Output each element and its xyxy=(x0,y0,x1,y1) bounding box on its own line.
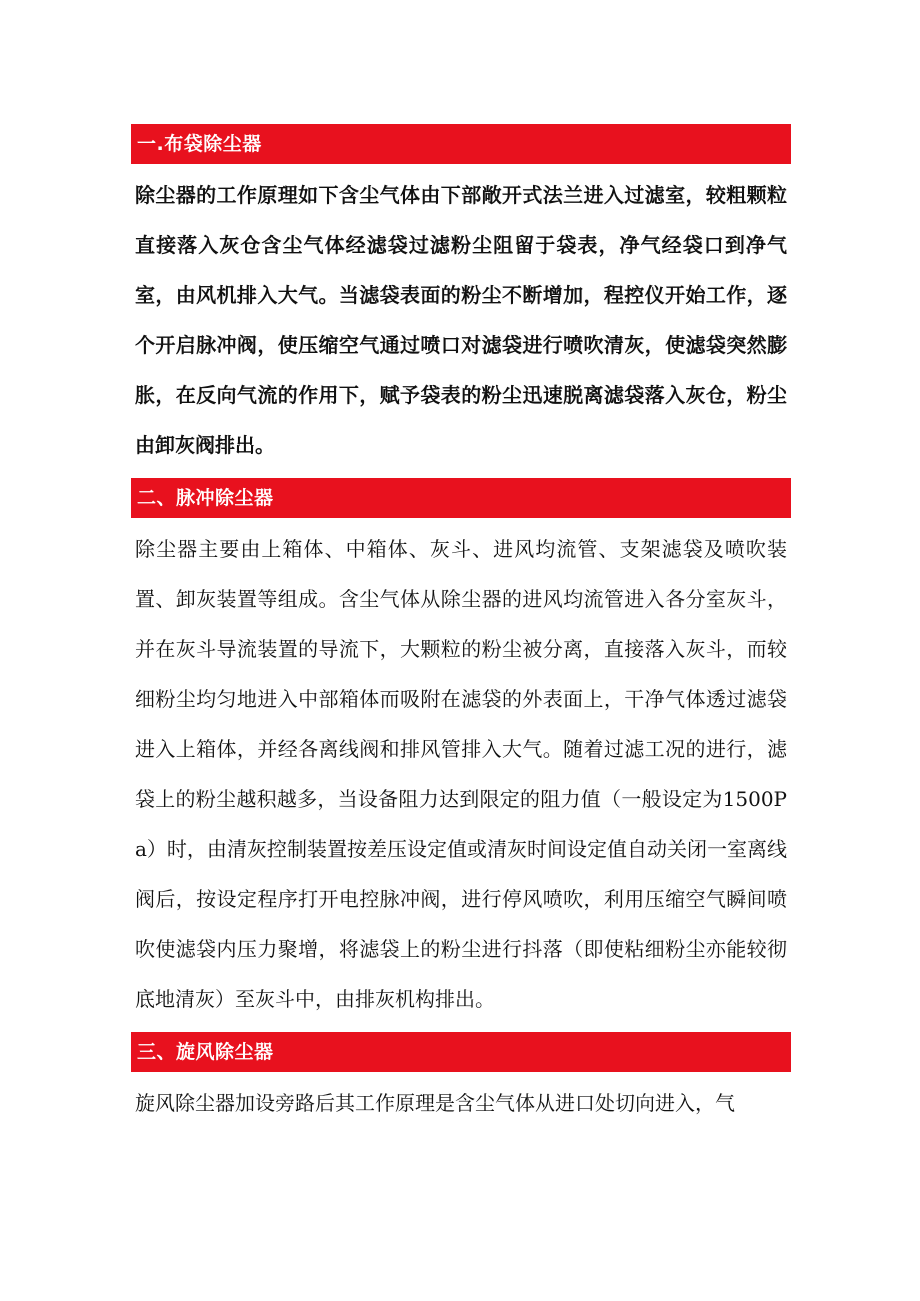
section-body-pulse-filter: 除尘器主要由上箱体、中箱体、灰斗、进风均流管、支架滤袋及喷吹装置、卸灰装置等组成。含尘气体从除尘器的进风均流管进入各分室灰斗，并在灰斗导流装置的导流下，大颗粒的粉尘被分离，直接落入灰斗，而较细粉尘均匀地进入中部箱体而吸附在滤袋的外表面上，干净气体透过滤袋进入上箱体，并经各离线阀和排风管排入大气。随着过滤工况的进行，滤袋上的粉尘越积越多，当设备阻力达到限定的阻力值（一般设定为1500Pa）时，由清灰控制装置按差压设定值或清灰时间设定值自动关闭一室离线阀后，按设定程序打开电控脉冲阀，进行停风喷吹，利用压缩空气瞬间喷吹使滤袋内压力聚增，将滤袋上的粉尘进行抖落（即使粘细粉尘亦能较彻底地清灰）至灰斗中，由排灰机构排出。 xyxy=(135,537,787,1011)
section-body-bag-filter: 除尘器的工作原理如下含尘气体由下部敞开式法兰进入过滤室，较粗颗粒直接落入灰仓含尘气体经滤袋过滤粉尘阻留于袋表，净气经袋口到净气室，由风机排入大气。当滤袋表面的粉尘不断增加，程控仪开始工作，逐个开启脉冲阀，使压缩空气通过喷口对滤袋进行喷吹清灰，使滤袋突然膨胀，在反向气流的作用下，赋予袋表的粉尘迅速脱离滤袋落入灰仓，粉尘由卸灰阀排出。 xyxy=(135,183,787,457)
section-body-cyclone: 旋风除尘器加设旁路后其工作原理是含尘气体从进口处切向进入，气 xyxy=(135,1091,735,1115)
section-header-bag-filter: 一.布袋除尘器 xyxy=(131,124,791,164)
section-header-pulse-filter: 二、脉冲除尘器 xyxy=(131,478,791,518)
section-header-cyclone: 三、旋风除尘器 xyxy=(131,1032,791,1072)
document-page xyxy=(131,124,791,1136)
